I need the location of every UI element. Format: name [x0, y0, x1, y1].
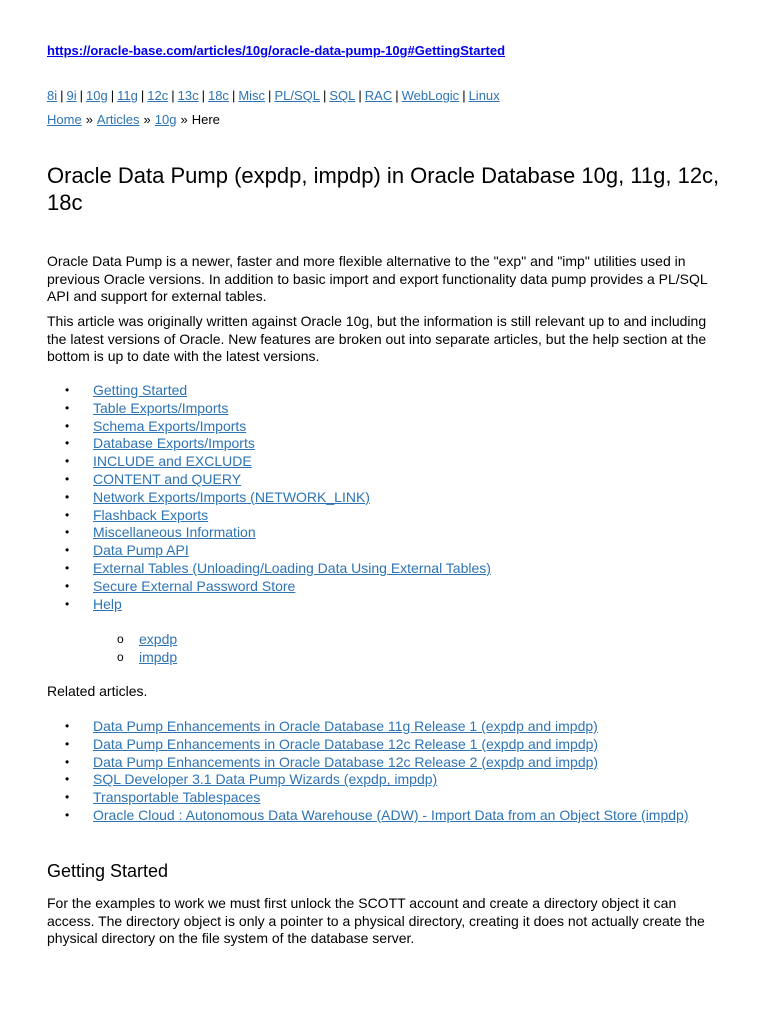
related-link-transportable-tablespaces[interactable]: Transportable Tablespaces	[93, 789, 261, 806]
toc-item	[47, 596, 491, 614]
nav-separator: |	[140, 88, 145, 103]
version-nav-9i[interactable]: 9i	[66, 88, 77, 103]
toc-item	[47, 578, 491, 596]
related-link-11g-r1[interactable]: Data Pump Enhancements in Oracle Database 11g Release 1 (expdp and impdp)	[93, 718, 598, 734]
version-nav-linux[interactable]: Linux	[468, 88, 500, 103]
version-nav-8i[interactable]: 8i	[47, 88, 58, 103]
breadcrumb	[47, 112, 220, 127]
related-item	[47, 807, 713, 842]
toc-item	[47, 435, 491, 453]
version-nav-12c[interactable]: 12c	[147, 88, 169, 103]
related-link-oracle-cloud-adw[interactable]: Oracle Cloud : Autonomous Data Warehouse (ADW) - Import Data from an Object Store (impdp)	[93, 806, 689, 823]
related-item	[47, 771, 713, 789]
toc-item	[47, 524, 491, 542]
related-item	[47, 736, 713, 754]
breadcrumb-current: Here	[191, 112, 220, 127]
toc-link-getting-started[interactable]: Getting Started	[93, 382, 188, 398]
version-nav-rac[interactable]: RAC	[364, 88, 393, 103]
source-url-line	[47, 43, 505, 58]
related-articles-label: Related articles.	[47, 683, 148, 699]
nav-separator: |	[79, 88, 84, 103]
section-heading-getting-started: Getting Started	[47, 861, 169, 881]
toc-link-secure-password-store[interactable]: Secure External Password Store	[93, 577, 296, 594]
source-url-link[interactable]: https://oracle-base.com/articles/10g/oracle-data-pump-10g#GettingStarted	[47, 43, 506, 58]
related-item	[47, 789, 713, 807]
nav-separator: |	[268, 88, 272, 103]
nav-separator: |	[60, 88, 64, 103]
help-sub-item	[47, 630, 177, 648]
toc-item	[47, 453, 491, 471]
related-articles-list	[47, 718, 713, 842]
breadcrumb-articles[interactable]: Articles	[96, 112, 140, 127]
toc-item	[47, 418, 491, 436]
intro-paragraph-2: This article was originally written against Oracle 10g, but the information is still relevant up to and including the latest versions of Oracle. New features are broken out into separate articles, but the help section at the bottom is up to date with the latest versions.	[47, 313, 707, 364]
nav-separator: |	[110, 88, 115, 103]
version-nav-plsql[interactable]: PL/SQL	[274, 88, 320, 103]
version-nav	[47, 88, 500, 103]
nav-separator: |	[462, 88, 466, 103]
version-nav-11g[interactable]: 11g	[117, 88, 138, 103]
nav-separator: |	[322, 88, 327, 103]
breadcrumb-separator: »	[85, 112, 93, 127]
nav-separator: |	[171, 88, 175, 103]
version-nav-sql[interactable]: SQL	[329, 88, 356, 103]
toc-item	[47, 471, 491, 489]
version-nav-13c[interactable]: 13c	[177, 88, 199, 103]
toc-link-flashback-exports[interactable]: Flashback Exports	[93, 506, 209, 523]
breadcrumb-separator: »	[180, 112, 188, 127]
related-item	[47, 718, 713, 736]
related-item	[47, 754, 713, 772]
nav-separator: |	[395, 88, 399, 103]
help-sub-item	[47, 648, 177, 666]
toc-item	[47, 542, 491, 560]
toc-link-database-exports[interactable]: Database Exports/Imports	[93, 435, 255, 452]
breadcrumb-home[interactable]: Home	[47, 112, 82, 127]
related-link-12c-r1[interactable]: Data Pump Enhancements in Oracle Database 12c Release 1 (expdp and impdp)	[93, 735, 599, 752]
toc-item	[47, 489, 491, 507]
toc-item	[47, 382, 491, 400]
toc-item	[47, 560, 491, 578]
version-nav-10g[interactable]: 10g	[86, 88, 108, 103]
help-sublist	[47, 630, 177, 666]
toc-link-schema-exports[interactable]: Schema Exports/Imports	[93, 417, 247, 434]
breadcrumb-10g[interactable]: 10g	[154, 112, 177, 127]
related-link-sql-developer[interactable]: SQL Developer 3.1 Data Pump Wizards (expdp, impdp)	[93, 771, 438, 788]
page-title: Oracle Data Pump (expdp, impdp) in Oracle Database 10g, 11g, 12c, 18c	[47, 163, 720, 215]
toc-link-table-exports[interactable]: Table Exports/Imports	[93, 399, 229, 416]
related-link-12c-r2[interactable]: Data Pump Enhancements in Oracle Database 12c Release 2 (expdp and impdp)	[93, 753, 599, 770]
toc-link-misc-info[interactable]: Miscellaneous Information	[93, 524, 256, 541]
table-of-contents	[47, 382, 491, 613]
intro-paragraph-1: Oracle Data Pump is a newer, faster and more flexible alternative to the "exp" and "imp" utilities used in previous Oracle versions. In addition to basic import and export functionality data pump provides a PL/SQL API and support for external tables.	[47, 253, 708, 304]
nav-separator: |	[201, 88, 205, 103]
toc-link-content-query[interactable]: CONTENT and QUERY	[93, 470, 242, 487]
breadcrumb-separator: »	[143, 112, 151, 127]
toc-link-help[interactable]: Help	[93, 595, 122, 612]
toc-link-external-tables[interactable]: External Tables (Unloading/Loading Data Using External Tables)	[93, 559, 491, 576]
toc-item	[47, 507, 491, 525]
version-nav-misc[interactable]: Misc	[238, 88, 266, 103]
help-link-impdp[interactable]: impdp	[139, 649, 178, 665]
getting-started-paragraph: For the examples to work we must first unlock the SCOTT account and create a directory object it can access. The directory object is only a pointer to a physical directory, creating it does not actually create the physical directory on the file system of the database server.	[47, 895, 705, 946]
toc-link-data-pump-api[interactable]: Data Pump API	[93, 542, 189, 559]
toc-link-include-exclude[interactable]: INCLUDE and EXCLUDE	[93, 453, 252, 470]
help-link-expdp[interactable]: expdp	[139, 631, 178, 647]
version-nav-18c[interactable]: 18c	[207, 88, 229, 103]
toc-item	[47, 400, 491, 418]
toc-link-network-exports[interactable]: Network Exports/Imports (NETWORK_LINK)	[93, 488, 370, 505]
version-nav-weblogic[interactable]: WebLogic	[401, 88, 460, 103]
nav-separator: |	[231, 88, 236, 103]
nav-separator: |	[358, 88, 362, 103]
